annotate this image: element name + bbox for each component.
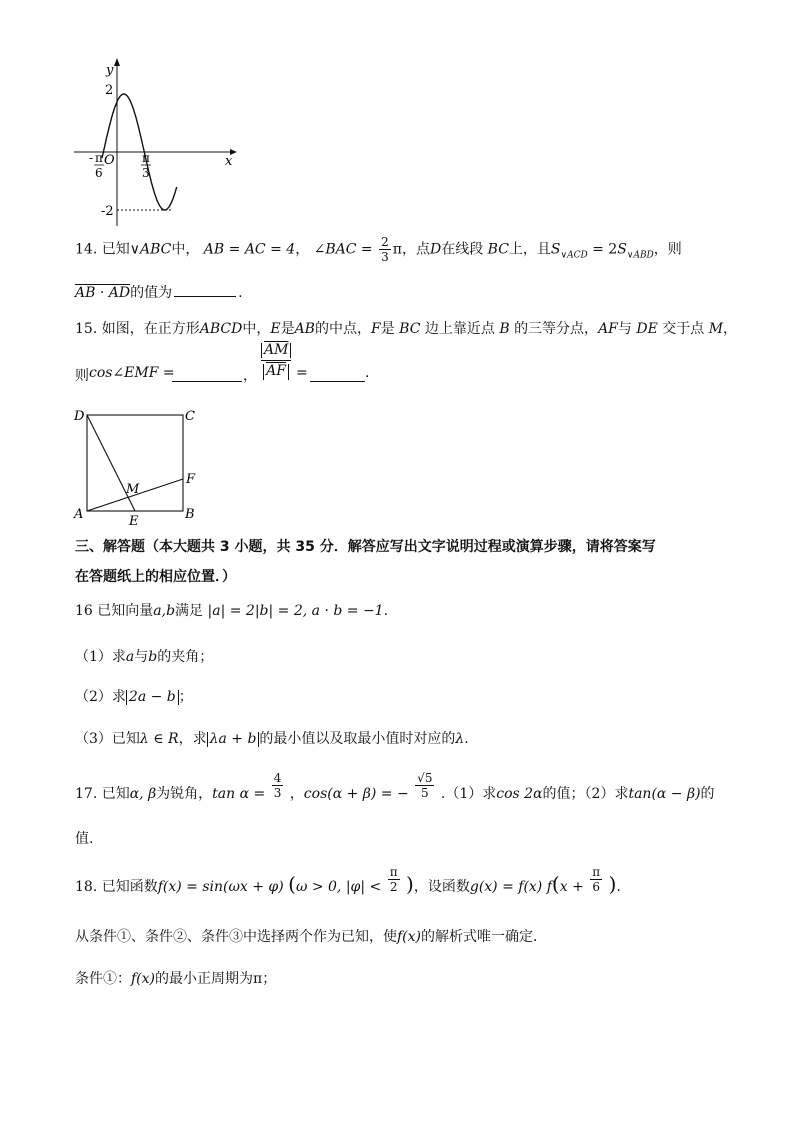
q14-segment: BC — [487, 241, 509, 258]
q16-p2-label: （2）求 — [75, 689, 126, 705]
frac-den: 2 — [389, 879, 398, 894]
label-e: E — [129, 514, 139, 529]
q16-part-3 — [75, 728, 469, 748]
q16-part-2 — [75, 686, 193, 706]
q17-cos-frac — [415, 772, 434, 799]
q15-comma: ， — [243, 368, 257, 384]
q16-text: 已知向量 — [97, 603, 154, 619]
q17-text: 的值；（2）求 — [542, 785, 629, 802]
x-label: x — [225, 154, 233, 169]
q18-cond-frac — [388, 866, 400, 893]
x-neg-sign: - — [89, 151, 94, 165]
label-c: C — [185, 409, 195, 424]
q18-g: g(x) = f(x) f — [469, 879, 552, 895]
q16-text: ； — [178, 689, 193, 705]
q15-cos: cos∠EMF = — [89, 365, 175, 381]
frac-num: 2 — [381, 235, 389, 249]
frac-num: √5 — [417, 771, 433, 785]
question-14-line2 — [75, 282, 243, 302]
q17-text: 的 — [700, 785, 715, 802]
q15-point: E — [270, 321, 281, 337]
q15-blank-1[interactable] — [172, 369, 242, 382]
question-18-line2 — [75, 926, 547, 946]
question-16 — [75, 600, 388, 620]
question-15 — [75, 318, 737, 338]
q14-s2-sub: ∨ABD — [626, 250, 654, 261]
q18-pi: π — [253, 971, 263, 987]
q15-ratio — [261, 342, 291, 380]
q14-s1-sub: ∨ACD — [560, 250, 588, 261]
frac-num: 4 — [273, 771, 282, 785]
q17-number: 17. — [75, 785, 98, 802]
q14-pi: π — [392, 241, 402, 258]
q14-text: ，点 — [401, 241, 430, 258]
frac-den: 6 — [592, 879, 601, 894]
label-a: A — [74, 507, 84, 522]
q15-square: ABCD — [199, 321, 243, 337]
y-bottom-label: -2 — [101, 204, 114, 219]
q18-g-arg: x + — [559, 879, 584, 895]
q15-point: F — [370, 321, 381, 337]
q15-end: . — [365, 365, 370, 381]
q16-text: 的夹角； — [157, 649, 214, 665]
y-label: y — [106, 63, 114, 78]
question-17-line2: 值. — [75, 831, 94, 847]
q15-text: 中， — [242, 321, 271, 337]
q14-triangle: ∨ABC — [129, 241, 172, 258]
y-axis-arrow — [114, 58, 120, 66]
q16-lambda: λ — [455, 731, 465, 747]
q14-number: 14. — [75, 241, 98, 258]
q17-text: 为锐角， — [156, 785, 213, 802]
question-14 — [75, 236, 682, 263]
q15-segment: AF — [598, 321, 618, 337]
q17-cos2a: cos 2α — [496, 785, 543, 802]
q18-f: f(x) = sin(ωx + φ) — [157, 879, 284, 895]
q16-p1-label: （1）求 — [75, 649, 126, 665]
q15-eq: = — [296, 365, 308, 381]
x-neg-den: 6 — [95, 166, 103, 180]
q15-segment: DE — [636, 321, 658, 337]
q14-text: 已知 — [101, 241, 130, 258]
q15-segment: BC — [399, 321, 421, 337]
q18-text: ，设函数 — [413, 879, 470, 895]
q14-s1: S — [550, 241, 561, 258]
q18-text: 的最小正周期为 — [155, 971, 254, 987]
sine-graph — [70, 58, 245, 228]
q16-p3-expr: λa + b — [207, 732, 260, 747]
q16-part-1 — [75, 646, 213, 666]
q16-vec-a: a — [125, 649, 135, 665]
q17-text: 已知 — [101, 785, 130, 802]
frac-num: π — [389, 864, 398, 879]
q16-p3-label: （3）已知 — [75, 731, 140, 747]
q18-end: . — [616, 879, 621, 895]
q18-cond: ω > 0, |φ| < — [295, 879, 382, 895]
q14-angle: ∠BAC = — [313, 241, 373, 258]
q16-text: 与 — [134, 649, 149, 665]
label-d: D — [74, 409, 85, 424]
q14-eq: = 2 — [587, 241, 618, 258]
q14-text: 中， — [171, 241, 200, 258]
frac-den: 3 — [273, 786, 282, 800]
q14-s2: S — [617, 241, 627, 258]
x-neg-num: π — [95, 151, 103, 165]
q18-condition-1 — [75, 968, 276, 988]
q17-tanab: tan(α − β) — [628, 785, 701, 802]
q18-g-frac — [590, 866, 602, 893]
q16-vectors: a,b — [153, 603, 176, 619]
q16-vec-b: b — [148, 649, 158, 665]
q14-answer-blank[interactable] — [174, 296, 236, 297]
q16-text: 的最小值以及取最小值时对应的 — [259, 731, 456, 747]
q14-text: 在线段 — [441, 241, 484, 258]
q16-text: 满足 — [175, 603, 204, 619]
q14-equation: AB = AC = 4 — [203, 241, 296, 258]
q18-text: ； — [262, 971, 277, 987]
q15-blank-2[interactable] — [310, 369, 365, 382]
frac-num: π — [592, 864, 601, 879]
x-pos-num: π — [142, 151, 150, 165]
q16-condition: |a| = 2|b| = 2, a · b = −1 — [207, 603, 384, 619]
q15-text: 是 — [380, 321, 395, 337]
label-m: M — [126, 482, 140, 497]
q15-number: 15. — [75, 321, 98, 337]
q15-text: 的三等分点， — [514, 321, 599, 337]
q15-point: M — [708, 321, 724, 337]
question-17: 17. 已知α, β为锐角，tan α = $\frac{4}{3}$ ，cos(α + β) = − $\frac{√5}{5}$ .（1）求cos 2α的值；（2）求tan(α − β)的 — [75, 771, 715, 802]
q17-tan: tan α = — [212, 785, 266, 802]
q15-segment: AB — [294, 321, 315, 337]
q14-text: 的值为 — [130, 285, 173, 301]
q17-cos: cos(α + β) = − — [303, 785, 409, 802]
q15-point: B — [499, 321, 510, 337]
q17-tan-frac — [272, 772, 284, 799]
section-3-title-2: 在答题纸上的相应位置．） — [75, 569, 236, 585]
q16-end: . — [464, 731, 469, 747]
q18-text: 已知函数 — [101, 879, 158, 895]
q14-dot-product: AB · AD — [75, 285, 131, 301]
q15-vec-af: $\overline{AF}$ — [263, 364, 289, 379]
y-top-label: 2 — [105, 83, 114, 98]
q15-text: 是 — [280, 321, 295, 337]
q16-text: ，求 — [178, 731, 207, 747]
q15-text: 交于点 — [662, 321, 705, 337]
q15-text: 如图，在正方形 — [101, 321, 200, 337]
q18-fx: f(x) — [397, 929, 422, 945]
q15-text: ， — [723, 321, 738, 337]
q14-text: ，则 — [653, 241, 682, 258]
question-18: 18. 已知函数f(x) = sin(ωx + φ) (ω > 0, |φ| < $\frac{\pi}{2}$ )，设函数g(x) = f(x) f(x + $\frac{\pi}{6}$ ). — [75, 864, 621, 896]
q14-end: . — [238, 285, 243, 301]
q16-p3-cond: λ ∈ R — [139, 731, 179, 747]
q14-text: 上，且 — [508, 241, 551, 258]
q15-text: 则 — [75, 368, 89, 384]
square-figure — [68, 404, 203, 529]
origin-label: O — [104, 153, 115, 168]
q16-number: 16 — [75, 603, 93, 619]
label-b: B — [185, 507, 195, 522]
q17-text: .（1）求 — [440, 785, 497, 802]
x-pos-den: 3 — [142, 166, 150, 180]
q18-text: 从条件①、条件②、条件③中选择两个作为已知，使 — [75, 929, 397, 945]
q17-angles: α, β — [129, 785, 157, 802]
q14-point-d: D — [429, 241, 442, 258]
q18-number: 18. — [75, 879, 98, 895]
q15-text: 边上靠近点 — [424, 321, 495, 337]
q14-fraction — [379, 236, 391, 263]
label-f: F — [186, 472, 196, 487]
q16-p2-expr: 2a − b — [126, 690, 179, 705]
q15-vec-am: $\overline{AM}$ — [261, 343, 291, 358]
q18-fx: f(x) — [131, 971, 156, 987]
q14-text: ， — [295, 241, 310, 258]
q18-text: 的解析式唯一确定． — [421, 929, 548, 945]
q15-text: 与 — [617, 321, 632, 337]
frac-den: 3 — [381, 250, 389, 264]
q18-cond1-label: 条件①： — [75, 971, 131, 987]
frac-den: 5 — [420, 786, 429, 800]
section-3-title: 三、解答题（本大题共 3 小题，共 35 分．解答应写出文字说明过程或演算步骤，请将答案写 — [75, 539, 656, 555]
q15-text: 的中点， — [314, 321, 371, 337]
q16-end: . — [383, 603, 389, 619]
